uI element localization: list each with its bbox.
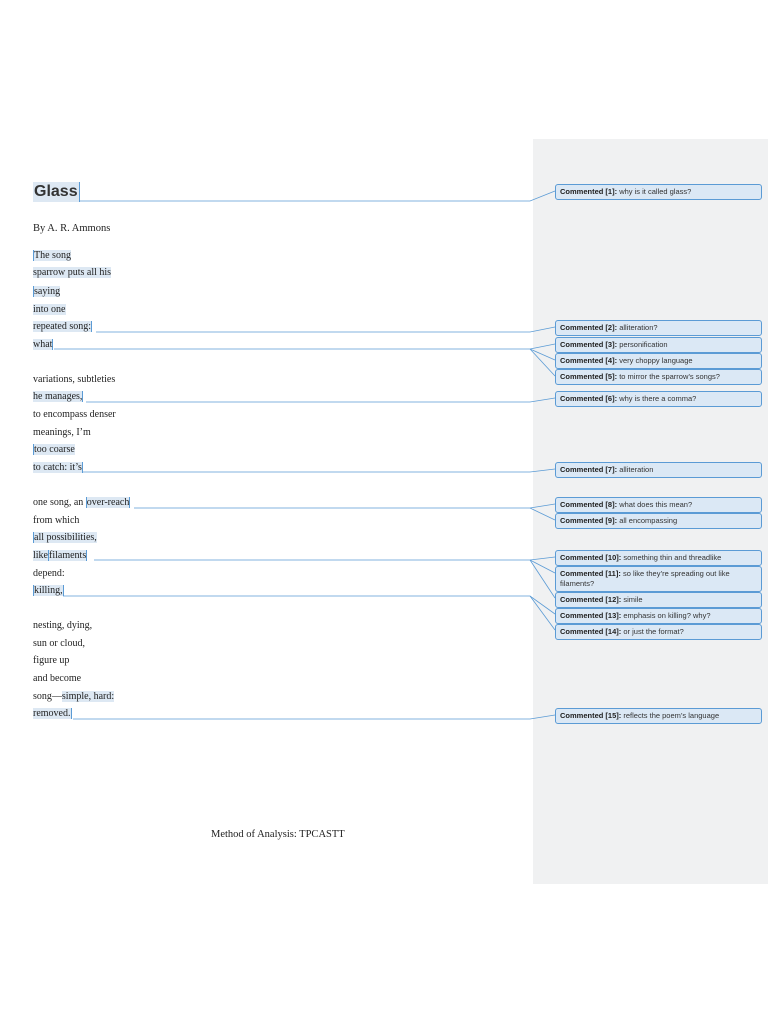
- poem-line-text: sun or cloud,: [33, 638, 85, 649]
- comment-label: Commented [3]:: [560, 340, 618, 349]
- comment-balloon[interactable]: [555, 592, 762, 608]
- poem-line-text: The song: [34, 250, 71, 261]
- poem-line: [33, 654, 69, 667]
- comment-balloon[interactable]: [555, 513, 762, 529]
- poem-line-text: too coarse: [34, 444, 75, 455]
- poem-line-text: to catch: it’s: [33, 462, 82, 473]
- comment-text: personification: [619, 340, 668, 349]
- comment-balloon[interactable]: [555, 708, 762, 724]
- poem-line: [33, 320, 92, 333]
- poem-line-text: figure up: [33, 655, 70, 666]
- poem-line: [33, 637, 85, 650]
- comment-label: Commented [14]:: [560, 627, 622, 636]
- comment-balloon[interactable]: [555, 462, 762, 478]
- comment-label: Commented [7]:: [560, 465, 618, 474]
- poem-line: [33, 584, 64, 597]
- comment-label: Commented [4]:: [560, 356, 618, 365]
- poem-line-text: and become: [33, 673, 82, 684]
- comment-balloon[interactable]: [555, 550, 762, 566]
- poem-line: [33, 690, 114, 703]
- comment-text: so like they’re spreading out like filaments?: [560, 569, 730, 588]
- poem-line-text: to encompass denser: [33, 409, 116, 420]
- comment-label: Commented [8]:: [560, 500, 618, 509]
- connector-1: [75, 191, 555, 201]
- comment-balloon[interactable]: [555, 369, 762, 385]
- poem-line-text: like: [33, 550, 48, 561]
- poem-line-text: song—: [33, 691, 62, 702]
- poem-line-text: variations, subtleties: [33, 374, 116, 385]
- poem-line-text: saying: [34, 286, 61, 297]
- comment-label: Commented [9]:: [560, 516, 618, 525]
- comment-text: alliteration: [619, 465, 654, 474]
- poem-line: [33, 549, 87, 562]
- poem-line-text: one song, an: [33, 497, 86, 508]
- poem-line-text: nesting, dying,: [33, 620, 93, 631]
- comment-label: Commented [11]:: [560, 569, 621, 578]
- poem-line-highlight: filaments: [49, 550, 87, 561]
- comment-balloon[interactable]: [555, 624, 762, 640]
- poem-line: [33, 443, 75, 456]
- poem-line-text: he manages,: [33, 391, 83, 402]
- poem-line-text: meanings, I’m: [33, 427, 91, 438]
- comment-text: why is it called glass?: [619, 187, 692, 196]
- poem-line-text: killing,: [34, 585, 63, 596]
- comment-text: or just the format?: [623, 627, 684, 636]
- poem-line: [33, 426, 91, 439]
- comment-label: Commented [2]:: [560, 323, 618, 332]
- comment-balloon[interactable]: [555, 391, 762, 407]
- poem-line-text: into one: [33, 304, 66, 315]
- comment-label: Commented [12]:: [560, 595, 622, 604]
- poem-line: [33, 619, 92, 632]
- poem-line: [33, 496, 130, 509]
- poem-line: [33, 531, 97, 544]
- comment-text: emphasis on killing? why?: [623, 611, 711, 620]
- poem-line: [33, 390, 83, 403]
- connector-8: [134, 504, 555, 508]
- comment-text: to mirror the sparrow’s songs?: [619, 372, 720, 381]
- comment-balloon[interactable]: [555, 497, 762, 513]
- comment-text: alliteration?: [619, 323, 658, 332]
- poem-line: [33, 408, 116, 421]
- poem-line: [33, 373, 115, 386]
- comment-text: simile: [623, 595, 643, 604]
- comment-text: reflects the poem’s language: [623, 711, 720, 720]
- comment-label: Commented [6]:: [560, 394, 618, 403]
- connector-13: [63, 596, 555, 614]
- poem-line-text: all possibilities,: [34, 532, 97, 543]
- poem-line: [33, 672, 81, 685]
- comment-text: all encompassing: [619, 516, 678, 525]
- poem-line-highlight: over-reach: [86, 497, 130, 508]
- poem-line-text: depend:: [33, 568, 65, 579]
- comment-balloon[interactable]: [555, 320, 762, 336]
- poem-line-text: from which: [33, 515, 80, 526]
- connector-10: [94, 557, 555, 560]
- connector-15: [73, 715, 555, 719]
- poem-line: [33, 266, 111, 279]
- comment-label: Commented [10]:: [560, 553, 622, 562]
- poem-line: [33, 249, 71, 262]
- poem-line-text: sparrow puts all his: [33, 267, 112, 278]
- poem-line-highlight: simple, hard:: [61, 691, 115, 702]
- connector-3: [54, 344, 555, 349]
- poem-line: [33, 338, 53, 351]
- poem-line-text: what: [33, 339, 53, 350]
- comment-text: very choppy language: [619, 356, 693, 365]
- comment-label: Commented [5]:: [560, 372, 618, 381]
- author-line: By A. R. Ammons: [33, 223, 111, 234]
- poem-line: [33, 303, 66, 316]
- document-title: Glass: [34, 183, 78, 200]
- connector-2: [96, 327, 555, 332]
- connector-6: [86, 398, 555, 402]
- comment-balloon[interactable]: [555, 608, 762, 624]
- comment-balloon[interactable]: [555, 184, 762, 200]
- comment-label: Commented [1]:: [560, 187, 618, 196]
- poem-line: [33, 514, 79, 527]
- comment-label: Commented [15]:: [560, 711, 622, 720]
- poem-line: [33, 461, 83, 474]
- comment-balloon[interactable]: [555, 566, 762, 592]
- comment-text: what does this mean?: [619, 500, 693, 509]
- poem-line: [33, 567, 65, 580]
- connector-7: [67, 469, 555, 472]
- poem-line: [33, 707, 72, 720]
- comment-label: Commented [13]:: [560, 611, 622, 620]
- comment-balloon[interactable]: [555, 353, 762, 369]
- poem-line-text: removed.: [33, 708, 71, 719]
- comment-text: something thin and threadlike: [623, 553, 722, 562]
- comment-text: why is there a comma?: [619, 394, 697, 403]
- poem-line: [33, 285, 60, 298]
- method-of-analysis: Method of Analysis: TPCASTT: [211, 829, 345, 840]
- poem-line-text: repeated song:: [33, 321, 92, 332]
- comment-balloon[interactable]: [555, 337, 762, 353]
